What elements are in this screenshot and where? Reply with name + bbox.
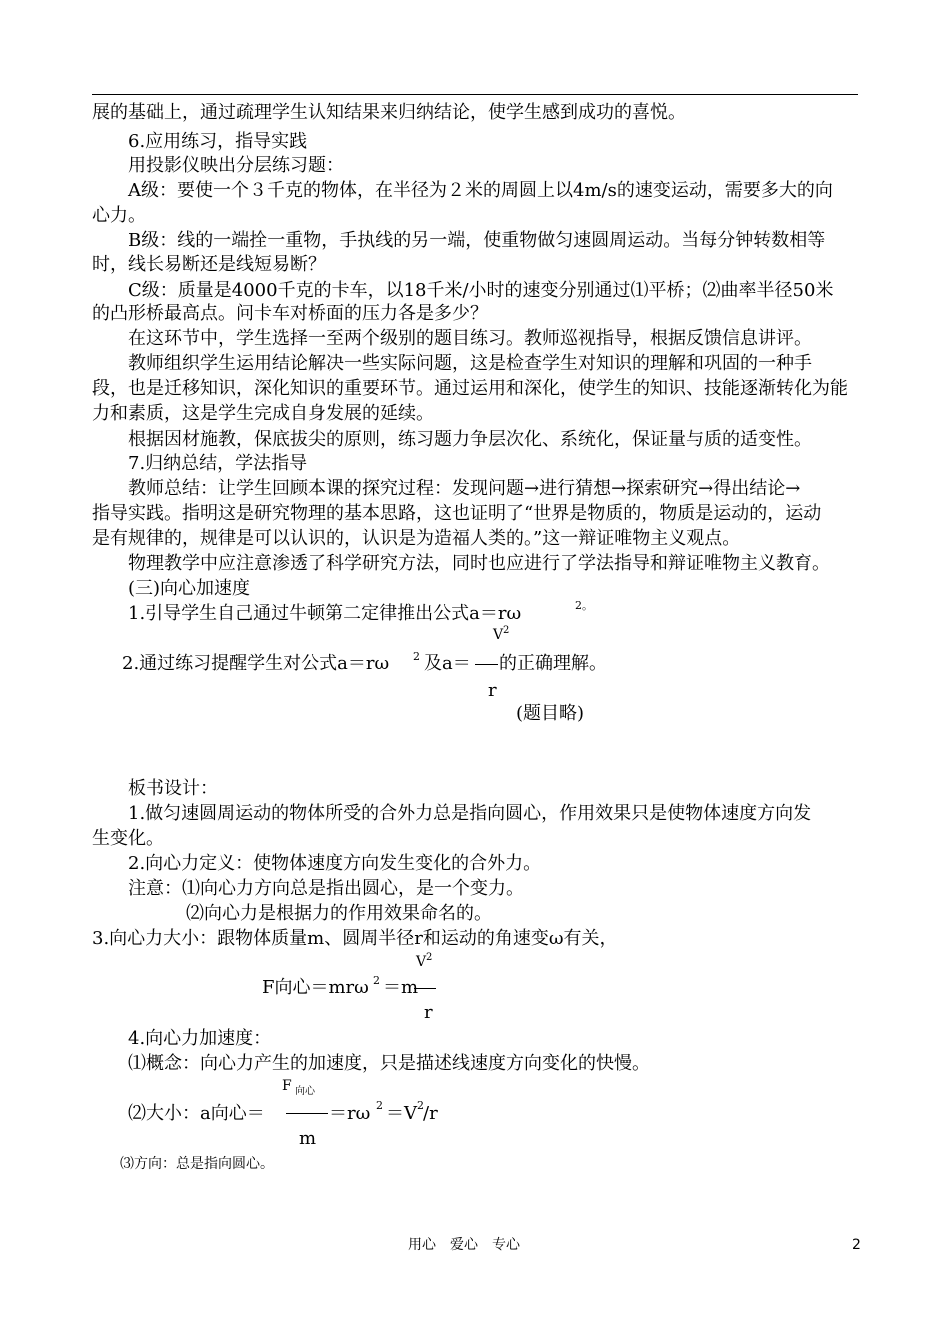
text-line: 指导实践。指明这是研究物理的基本思路，这也证明了“世界是物质的，物质是运动的，运动 bbox=[92, 503, 822, 524]
omitted-note: (题目略) bbox=[516, 703, 585, 724]
board-design-title: 板书设计： bbox=[128, 778, 218, 799]
text-line: 根据因材施教，保底拔尖的原则，练习题力争层次化、系统化，保证量与质的适变性。 bbox=[128, 429, 812, 450]
superscript: 2。 bbox=[575, 599, 593, 612]
formula-part: ＝rω bbox=[329, 1103, 371, 1124]
superscript: 2 bbox=[376, 1099, 383, 1112]
formula-part: 及a＝ bbox=[424, 653, 471, 674]
text-line: 1.做匀速圆周运动的物体所受的合外力总是指向圆心，作用效果只是使物体速度方向发 bbox=[128, 803, 812, 824]
exercise-c: C级：质量是4000千克的卡车，以18千米/小时的速变分别通过⑴平桥；⑵曲率半径50米 bbox=[128, 280, 834, 301]
footer-motto: 用心 爱心 专心 bbox=[408, 1237, 520, 1253]
formula-part: 的正确理解。 bbox=[499, 653, 607, 674]
text-line: ⑵向心力是根据力的作用效果命名的。 bbox=[186, 903, 492, 924]
header-rule bbox=[92, 94, 858, 95]
text-line: 是有规律的，规律是可以认识的，认识是为造福人类的。”这一辩证唯物主义观点。 bbox=[92, 528, 741, 549]
formula-part: ＝V bbox=[386, 1103, 417, 1124]
fraction-denominator: m bbox=[299, 1128, 317, 1149]
formula-part: F向心＝mrω bbox=[262, 977, 369, 998]
fraction-numerator: V bbox=[493, 627, 504, 643]
text-line: ⑶方向：总是指向圆心。 bbox=[120, 1156, 274, 1172]
section-heading: 7.归纳总结，学法指导 bbox=[128, 453, 308, 474]
fraction-denominator: r bbox=[424, 1002, 433, 1023]
fraction-bar bbox=[475, 664, 498, 665]
text-line: 生变化。 bbox=[92, 828, 164, 849]
text-line: 教师总结：让学生回顾本课的探究过程：发现问题→进行猜想→探索研究→得出结论→ bbox=[128, 478, 801, 499]
text-line: 在这环节中，学生选择一至两个级别的题目练习。教师巡视指导，根据反馈信息讲评。 bbox=[128, 328, 812, 349]
superscript: 2 bbox=[413, 650, 420, 663]
text-line: 用投影仪映出分层练习题： bbox=[128, 155, 344, 176]
fraction-numerator: F bbox=[282, 1078, 292, 1094]
text-line: 3.向心力大小：跟物体质量m、圆周半径r和运动的角速变ω有关， bbox=[92, 928, 618, 949]
formula-line: 1.引导学生自己通过牛顿第二定律推出公式a＝rω bbox=[128, 603, 522, 624]
text-line: 力和素质，这是学生完成自身发展的延续。 bbox=[92, 403, 434, 424]
superscript: 2 bbox=[503, 625, 510, 636]
text-line: 物理教学中应注意渗透了科学研究方法，同时也应进行了学法指导和辩证唯物主义教育。 bbox=[128, 553, 830, 574]
formula-part: ＝m bbox=[383, 977, 419, 998]
text-line: 时，线长易断还是线短易断？ bbox=[92, 254, 326, 275]
superscript: 2 bbox=[426, 952, 433, 963]
text-line: 2.向心力定义：使物体速度方向发生变化的合外力。 bbox=[128, 853, 542, 874]
formula-part: /r bbox=[423, 1103, 438, 1124]
text-line: 展的基础上，通过疏理学生认知结果来归纳结论，使学生感到成功的喜悦。 bbox=[92, 102, 686, 123]
text-line: 的凸形桥最高点。问卡车对桥面的压力各是多少？ bbox=[92, 303, 488, 324]
fraction-bar bbox=[414, 988, 436, 989]
formula-line: 2.通过练习提醒学生对公式a＝rω bbox=[122, 653, 390, 674]
superscript: 2 bbox=[373, 974, 380, 987]
fraction-numerator: V bbox=[416, 954, 427, 970]
page-number: 2 bbox=[852, 1237, 861, 1253]
exercise-a: A级：要使一个３千克的物体，在半径为２米的周圆上以4m/s的速变运动，需要多大的向 bbox=[128, 180, 833, 201]
text-line: 段，也是迁移知识，深化知识的重要环节。通过运用和深化，使学生的知识、技能逐渐转化为能 bbox=[92, 378, 848, 399]
superscript: 2 bbox=[417, 1099, 424, 1112]
text-line: ⑴概念：向心力产生的加速度，只是描述线速度方向变化的快慢。 bbox=[128, 1053, 650, 1074]
formula-part: ⑵大小：a向心＝ bbox=[128, 1103, 265, 1124]
text-line: 心力。 bbox=[92, 205, 146, 226]
subscript: 向心 bbox=[295, 1086, 315, 1097]
fraction-denominator: r bbox=[488, 680, 497, 701]
section-heading: 6.应用练习，指导实践 bbox=[128, 131, 308, 152]
text-line: 4.向心力加速度： bbox=[128, 1028, 272, 1049]
text-line: 教师组织学生运用结论解决一些实际问题，这是检查学生对知识的理解和巩固的一种手 bbox=[128, 353, 812, 374]
text-line: 注意：⑴向心力方向总是指出圆心，是一个变力。 bbox=[128, 878, 524, 899]
fraction-bar bbox=[286, 1113, 328, 1114]
exercise-b: B级：线的一端拴一重物，手执线的另一端，使重物做匀速圆周运动。当每分钟转数相等 bbox=[128, 230, 826, 251]
section-heading: (三)向心加速度 bbox=[128, 578, 251, 599]
